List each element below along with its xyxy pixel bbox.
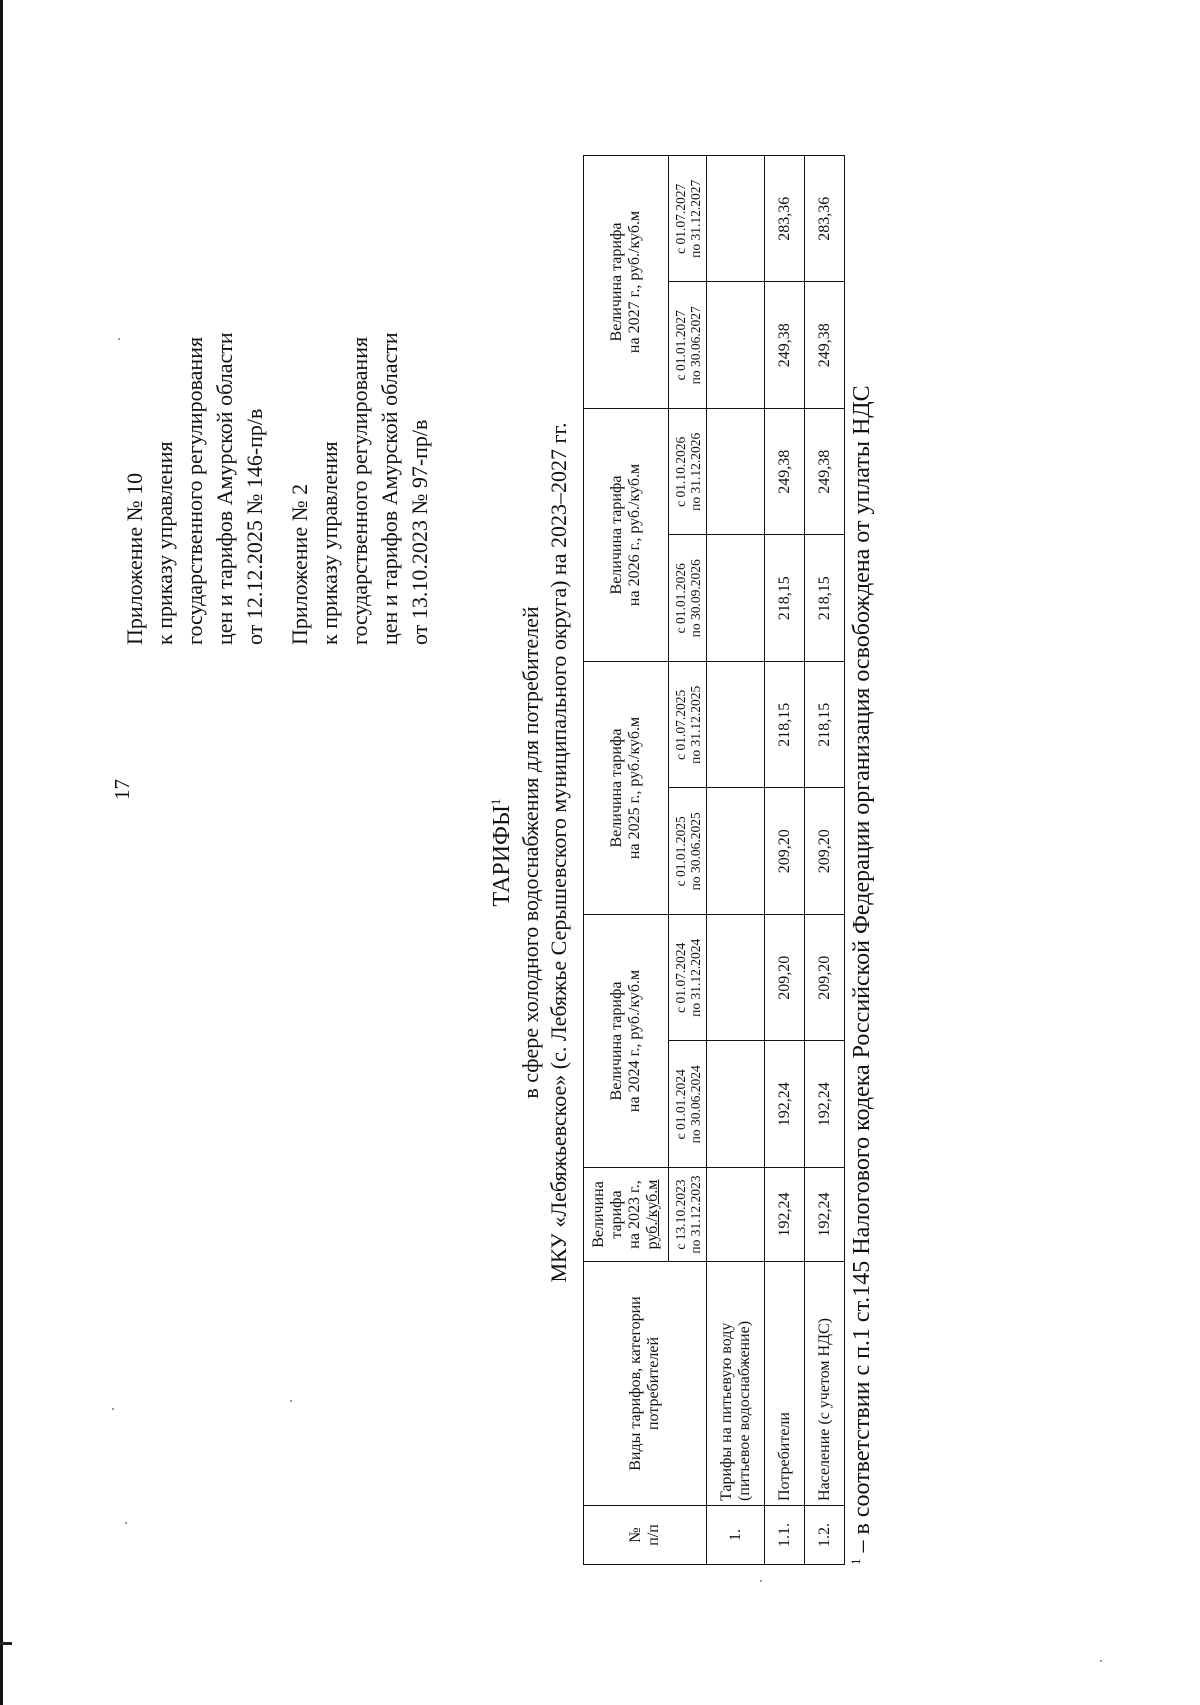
row-num: 1.2. [805, 1506, 845, 1565]
table-row-group [707, 156, 765, 1565]
tariff-value: 249,38 [765, 282, 805, 409]
tariff-value: 218,15 [765, 662, 805, 789]
tariff-value: 283,36 [805, 156, 845, 283]
period-cell: с 01.07.2027 по 31.12.2027 [669, 156, 707, 283]
tariff-value: 209,20 [765, 915, 805, 1042]
period-cell: с 01.01.2025 по 30.06.2025 [669, 788, 707, 915]
footnote [848, 135, 876, 1565]
appendix-line: от 13.10.2023 № 97-пр/в [407, 419, 432, 645]
period-cell: с 01.07.2025 по 31.12.2025 [669, 662, 707, 789]
tariff-value: 209,20 [805, 788, 845, 915]
header-num: № п/п [584, 1506, 707, 1565]
header-category: Виды тарифов, категории потребителей [584, 1262, 707, 1506]
appendix-line: цен и тарифов Амурской области [377, 332, 402, 645]
period-cell: с 13.10.2023 по 31.12.2023 [669, 1168, 707, 1262]
empty-cell [707, 1041, 765, 1168]
header-year-2027: Величина тарифа на 2027 г., руб./куб.м [584, 156, 669, 409]
row-category: Население (с учетом НДС) [805, 1262, 845, 1506]
appendix-2-block [285, 332, 435, 645]
period-cell: с 01.10.2026 по 31.12.2026 [669, 409, 707, 536]
tariff-value: 192,24 [765, 1168, 805, 1262]
empty-cell [707, 282, 765, 409]
title-text: ТАРИФЫ [489, 805, 515, 907]
page-number: 17 [110, 779, 134, 800]
footnote-mark: 1 [848, 1558, 863, 1565]
tariff-value: 249,38 [805, 409, 845, 536]
header-year-2024: Величина тарифа на 2024 г., руб./куб.м [584, 915, 669, 1168]
appendix-line: государственного регулирования [182, 336, 207, 645]
row-category: Потребители [765, 1262, 805, 1506]
tariff-value: 192,24 [765, 1041, 805, 1168]
period-cell: с 01.07.2024 по 31.12.2024 [669, 915, 707, 1042]
empty-cell [707, 788, 765, 915]
empty-cell [707, 915, 765, 1042]
tariff-value: 209,20 [805, 915, 845, 1042]
appendix-line: цен и тарифов Амурской области [212, 332, 237, 645]
table-row [765, 156, 805, 1565]
tariff-value: 192,24 [805, 1041, 845, 1168]
tariff-value: 218,15 [805, 662, 845, 789]
title-footnote-mark: 1 [488, 798, 503, 806]
table-header-row [584, 156, 669, 1565]
tariff-value: 249,38 [805, 282, 845, 409]
appendix-line: к приказу управления [152, 441, 177, 645]
appendix-line: государственного регулирования [347, 336, 372, 645]
header-year-2025: Величина тарифа на 2025 г., руб./куб.м [584, 662, 669, 915]
empty-cell [707, 409, 765, 536]
tariffs-table [583, 155, 845, 1565]
tariff-value: 218,15 [765, 535, 805, 662]
period-cell: с 01.01.2027 по 30.06.2027 [669, 282, 707, 409]
header-year-2026: Величина тарифа на 2026 г., руб./куб.м [584, 409, 669, 662]
empty-cell [707, 1168, 765, 1262]
row-category: Тарифы на питьевую воду (питьевое водоснабжение) [707, 1262, 765, 1506]
appendix-line: к приказу управления [317, 441, 342, 645]
row-num: 1.1. [765, 1506, 805, 1565]
appendix-line: Приложение № 2 [287, 483, 312, 645]
appendix-line: от 12.12.2025 № 146-пр/в [242, 408, 267, 645]
tariff-value: 209,20 [765, 788, 805, 915]
tariff-value: 192,24 [805, 1168, 845, 1262]
period-cell: с 01.01.2024 по 30.06.2024 [669, 1041, 707, 1168]
row-num: 1. [707, 1506, 765, 1565]
empty-cell [707, 156, 765, 283]
tariff-value: 283,36 [765, 156, 805, 283]
document-subtitle: в сфере холодного водоснабжения для потребителей [518, 606, 543, 1099]
tariff-value: 218,15 [805, 535, 845, 662]
table-row [805, 156, 845, 1565]
empty-cell [707, 662, 765, 789]
document-subtitle-organization: МКУ «Лебяжьевское» (с. Лебяжье Серышевского муниципального округа) на 2023–2027 гг. [546, 422, 571, 1283]
tariff-value: 249,38 [765, 409, 805, 536]
header-year-2023: Величина тарифа на 2023 г., руб./куб.м [584, 1168, 669, 1262]
appendix-10-block [120, 332, 270, 645]
footnote-text: – в соответствии с п.1 ст.145 Налогового кодека Российской Федерации организация освобождена от уплаты НДС [849, 385, 875, 1559]
document-title [488, 0, 516, 1705]
period-cell: с 01.01.2026 по 30.09.2026 [669, 535, 707, 662]
empty-cell [707, 535, 765, 662]
appendix-line: Приложение № 10 [122, 472, 147, 645]
